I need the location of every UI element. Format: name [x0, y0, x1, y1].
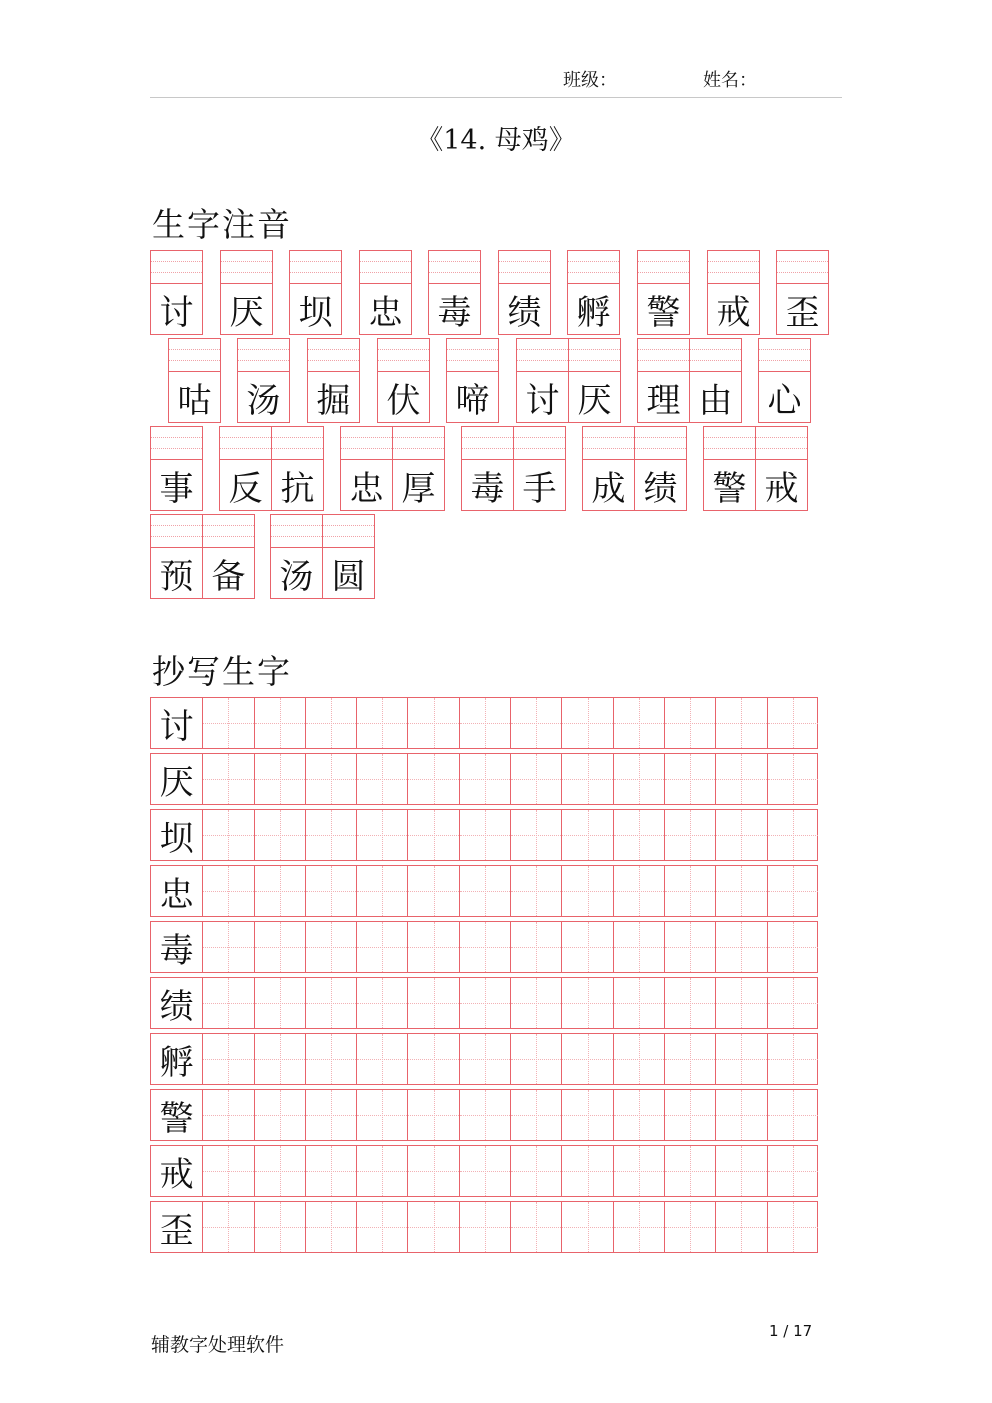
tianzige-cell[interactable]: [254, 978, 305, 1028]
tianzige-cell[interactable]: [715, 1090, 766, 1140]
pinyin-writing-line[interactable]: [568, 251, 619, 284]
header-divider: [150, 97, 842, 98]
tianzige-cell[interactable]: [510, 754, 561, 804]
tianzige-cell[interactable]: [407, 866, 458, 916]
copy-row: [150, 1201, 818, 1253]
tianzige-cell[interactable]: [202, 1146, 253, 1196]
pinyin-block: [582, 426, 687, 511]
tianzige-cell[interactable]: [767, 1090, 818, 1140]
tianzige-cell[interactable]: [356, 754, 407, 804]
pinyin-block: [150, 514, 255, 599]
tianzige-cell[interactable]: [356, 1202, 407, 1252]
tianzige-cell[interactable]: [305, 1034, 356, 1084]
tianzige-cell[interactable]: [664, 1090, 715, 1140]
tianzige-cell[interactable]: [613, 698, 664, 748]
tianzige-cell[interactable]: [407, 698, 458, 748]
model-character: 戒: [159, 1154, 194, 1195]
character-cell: [517, 339, 568, 422]
tianzige-cell[interactable]: [254, 1034, 305, 1084]
character-cell: [238, 339, 289, 422]
tianzige-cell[interactable]: [202, 1034, 253, 1084]
pinyin-block: [150, 426, 203, 511]
tianzige-cell[interactable]: [664, 866, 715, 916]
model-character: 歪: [159, 1210, 194, 1251]
hanzi-character: 厌: [229, 292, 264, 333]
tianzige-cell[interactable]: [561, 1034, 612, 1084]
tianzige-cell[interactable]: [202, 1090, 253, 1140]
hanzi-character: 由: [698, 380, 733, 421]
pinyin-block: [340, 426, 445, 511]
hanzi-character: 戒: [716, 292, 751, 333]
copy-row: [150, 1033, 818, 1085]
character-cell: [271, 515, 322, 598]
tianzige-cell[interactable]: [459, 1034, 510, 1084]
tianzige-cell[interactable]: [613, 754, 664, 804]
hanzi-character: 讨: [159, 292, 194, 333]
tianzige-cell[interactable]: [561, 754, 612, 804]
character-cell: [499, 251, 550, 334]
class-label: 班级：: [563, 70, 617, 91]
tianzige-cell[interactable]: [459, 1146, 510, 1196]
hanzi-character: 忠: [368, 292, 403, 333]
character-cell: [638, 251, 689, 334]
hanzi-character: 歪: [785, 292, 820, 333]
tianzige-cell[interactable]: [356, 1090, 407, 1140]
tianzige-cell[interactable]: [664, 698, 715, 748]
pinyin-writing-line[interactable]: [290, 251, 341, 284]
tianzige-cell[interactable]: [305, 922, 356, 972]
pinyin-block: [150, 250, 203, 335]
character-cell: [360, 251, 411, 334]
pinyin-writing-line[interactable]: [517, 339, 568, 372]
pinyin-writing-line[interactable]: [704, 427, 755, 460]
pinyin-writing-line[interactable]: [169, 339, 220, 372]
pinyin-writing-line[interactable]: [323, 515, 374, 548]
pinyin-block: [168, 338, 221, 423]
pinyin-writing-line[interactable]: [429, 251, 480, 284]
character-cell: [568, 251, 619, 334]
tianzige-cell[interactable]: [407, 1202, 458, 1252]
section-title-copy: 抄写生字: [152, 652, 292, 691]
tianzige-cell[interactable]: [510, 698, 561, 748]
pinyin-block: [289, 250, 342, 335]
pinyin-writing-line[interactable]: [638, 251, 689, 284]
section-title-pinyin: 生字注音: [152, 205, 292, 244]
tianzige-cell[interactable]: [510, 978, 561, 1028]
tianzige-cell[interactable]: [254, 810, 305, 860]
tianzige-cell[interactable]: [664, 1034, 715, 1084]
character-cell: [220, 427, 271, 510]
tianzige-cell[interactable]: [356, 1146, 407, 1196]
tianzige-cell[interactable]: [715, 810, 766, 860]
tianzige-cell[interactable]: [561, 1090, 612, 1140]
tianzige-cell[interactable]: [202, 978, 253, 1028]
hanzi-character: 孵: [576, 292, 611, 333]
model-character: 忠: [159, 874, 194, 915]
hanzi-character: 备: [211, 556, 246, 597]
character-cell: [378, 339, 429, 422]
model-character: 厌: [159, 762, 194, 803]
model-character: 坝: [159, 818, 194, 859]
pinyin-writing-line[interactable]: [759, 339, 810, 372]
character-cell: [392, 427, 444, 510]
tianzige-cell[interactable]: [715, 866, 766, 916]
pinyin-block: [377, 338, 430, 423]
pinyin-writing-line[interactable]: [690, 339, 741, 372]
tianzige-cell[interactable]: [767, 1202, 818, 1252]
hanzi-character: 反: [228, 468, 263, 509]
pinyin-writing-line[interactable]: [272, 427, 323, 460]
tianzige-cell[interactable]: [715, 754, 766, 804]
pinyin-block: [237, 338, 290, 423]
tianzige-cell[interactable]: [613, 1202, 664, 1252]
character-cell: [202, 515, 254, 598]
hanzi-character: 坝: [298, 292, 333, 333]
tianzige-cell[interactable]: [767, 922, 818, 972]
tianzige-cell[interactable]: [459, 1202, 510, 1252]
copy-row: [150, 977, 818, 1029]
tianzige-cell[interactable]: [715, 1146, 766, 1196]
tianzige-cell[interactable]: [767, 1146, 818, 1196]
hanzi-character: 厌: [577, 380, 612, 421]
character-cell: [759, 339, 810, 422]
hanzi-character: 毒: [470, 468, 505, 509]
pinyin-writing-line[interactable]: [638, 339, 689, 372]
pinyin-block: [428, 250, 481, 335]
tianzige-cell[interactable]: [356, 810, 407, 860]
copy-row: [150, 809, 818, 861]
hanzi-character: 圆: [331, 556, 366, 597]
character-cell: [583, 427, 634, 510]
tianzige-cell[interactable]: [305, 754, 356, 804]
pinyin-block: [220, 250, 273, 335]
tianzige-cell[interactable]: [459, 698, 510, 748]
hanzi-character: 警: [712, 468, 747, 509]
tianzige-cell[interactable]: [459, 922, 510, 972]
character-cell: [689, 339, 741, 422]
pinyin-writing-line[interactable]: [447, 339, 498, 372]
tianzige-cell[interactable]: [407, 754, 458, 804]
pinyin-block: [707, 250, 760, 335]
tianzige-cell[interactable]: [767, 866, 818, 916]
tianzige-cell[interactable]: [459, 866, 510, 916]
tianzige-cell[interactable]: [613, 922, 664, 972]
pinyin-writing-line[interactable]: [777, 251, 828, 284]
tianzige-cell[interactable]: [767, 978, 818, 1028]
tianzige-cell[interactable]: [407, 1090, 458, 1140]
character-cell: [151, 251, 202, 334]
hanzi-character: 绩: [643, 468, 678, 509]
pinyin-writing-line[interactable]: [756, 427, 807, 460]
tianzige-cell[interactable]: [356, 1034, 407, 1084]
tianzige-cell[interactable]: [767, 754, 818, 804]
tianzige-cell[interactable]: [254, 922, 305, 972]
character-cell: [271, 427, 323, 510]
tianzige-cell[interactable]: [613, 866, 664, 916]
character-cell: [447, 339, 498, 422]
tianzige-cell[interactable]: [356, 698, 407, 748]
tianzige-cell[interactable]: [510, 1090, 561, 1140]
tianzige-cell[interactable]: [305, 1202, 356, 1252]
copy-row: [150, 921, 818, 973]
tianzige-cell[interactable]: [407, 978, 458, 1028]
character-cell: [708, 251, 759, 334]
hanzi-character: 忠: [349, 468, 384, 509]
page-title: 《14. 母鸡》: [416, 125, 576, 156]
tianzige-cell[interactable]: [202, 1202, 253, 1252]
tianzige-cell[interactable]: [202, 922, 253, 972]
tianzige-cell[interactable]: [561, 922, 612, 972]
character-cell: [290, 251, 341, 334]
pinyin-writing-line[interactable]: [341, 427, 392, 460]
tianzige-cell[interactable]: [715, 698, 766, 748]
tianzige-cell[interactable]: [407, 810, 458, 860]
model-character: 绩: [159, 986, 194, 1027]
hanzi-character: 毒: [437, 292, 472, 333]
pinyin-block: [446, 338, 499, 423]
pinyin-writing-line[interactable]: [271, 515, 322, 548]
character-cell: [221, 251, 272, 334]
pinyin-writing-line[interactable]: [635, 427, 686, 460]
pinyin-block: [703, 426, 808, 511]
tianzige-cell[interactable]: [202, 754, 253, 804]
pinyin-writing-line[interactable]: [569, 339, 620, 372]
tianzige-cell[interactable]: [510, 1202, 561, 1252]
pinyin-writing-line[interactable]: [221, 251, 272, 284]
copy-row: [150, 1145, 818, 1197]
tianzige-cell[interactable]: [715, 978, 766, 1028]
tianzige-cell[interactable]: [561, 1146, 612, 1196]
tianzige-cell[interactable]: [664, 978, 715, 1028]
tianzige-cell[interactable]: [254, 1146, 305, 1196]
tianzige-cell[interactable]: [254, 1202, 305, 1252]
hanzi-character: 厚: [401, 468, 436, 509]
pinyin-writing-line[interactable]: [378, 339, 429, 372]
tianzige-cell[interactable]: [305, 1090, 356, 1140]
pinyin-block: [637, 250, 690, 335]
hanzi-character: 咕: [177, 380, 212, 421]
tianzige-cell[interactable]: [510, 1034, 561, 1084]
hanzi-character: 理: [646, 380, 681, 421]
hanzi-character: 事: [159, 468, 194, 509]
tianzige-cell[interactable]: [767, 698, 818, 748]
tianzige-cell[interactable]: [510, 1146, 561, 1196]
tianzige-cell[interactable]: [613, 978, 664, 1028]
tianzige-cell[interactable]: [613, 1146, 664, 1196]
tianzige-cell[interactable]: [664, 1202, 715, 1252]
tianzige-cell[interactable]: [715, 1034, 766, 1084]
character-cell: [308, 339, 359, 422]
tianzige-cell[interactable]: [664, 810, 715, 860]
tianzige-cell[interactable]: [561, 810, 612, 860]
pinyin-writing-line[interactable]: [238, 339, 289, 372]
tianzige-cell[interactable]: [202, 866, 253, 916]
character-cell: [151, 427, 202, 510]
character-cell: [462, 427, 513, 510]
tianzige-cell[interactable]: [407, 1146, 458, 1196]
tianzige-cell[interactable]: [561, 1202, 612, 1252]
pinyin-writing-line[interactable]: [360, 251, 411, 284]
tianzige-cell[interactable]: [356, 978, 407, 1028]
pinyin-writing-line[interactable]: [393, 427, 444, 460]
character-cell: [513, 427, 565, 510]
tianzige-cell[interactable]: [561, 698, 612, 748]
tianzige-cell[interactable]: [510, 866, 561, 916]
character-cell: [755, 427, 807, 510]
pinyin-writing-line[interactable]: [220, 427, 271, 460]
tianzige-cell[interactable]: [305, 810, 356, 860]
tianzige-cell[interactable]: [305, 978, 356, 1028]
hanzi-character: 绩: [507, 292, 542, 333]
tianzige-cell[interactable]: [459, 978, 510, 1028]
pinyin-block: [498, 250, 551, 335]
name-label: 姓名：: [703, 70, 757, 91]
tianzige-cell[interactable]: [767, 810, 818, 860]
tianzige-cell[interactable]: [254, 1090, 305, 1140]
character-cell: [568, 339, 620, 422]
page-number: 1 / 17: [769, 1322, 813, 1340]
tianzige-cell[interactable]: [613, 810, 664, 860]
hanzi-character: 啼: [455, 380, 490, 421]
tianzige-cell[interactable]: [459, 1090, 510, 1140]
hanzi-character: 心: [767, 380, 802, 421]
character-cell: [322, 515, 374, 598]
character-cell: [169, 339, 220, 422]
tianzige-cell[interactable]: [767, 1034, 818, 1084]
pinyin-writing-line[interactable]: [203, 515, 254, 548]
tianzige-cell[interactable]: [715, 1202, 766, 1252]
model-character: 孵: [159, 1042, 194, 1083]
hanzi-character: 讨: [525, 380, 560, 421]
tianzige-cell[interactable]: [407, 922, 458, 972]
tianzige-cell[interactable]: [254, 698, 305, 748]
tianzige-cell[interactable]: [305, 698, 356, 748]
pinyin-writing-line[interactable]: [151, 427, 202, 460]
model-character: 毒: [159, 930, 194, 971]
tianzige-cell[interactable]: [664, 922, 715, 972]
hanzi-character: 成: [591, 468, 626, 509]
copy-row: [150, 865, 818, 917]
character-cell: [341, 427, 392, 510]
tianzige-cell[interactable]: [459, 754, 510, 804]
tianzige-cell[interactable]: [613, 1090, 664, 1140]
tianzige-cell[interactable]: [510, 922, 561, 972]
hanzi-character: 预: [159, 556, 194, 597]
pinyin-block: [637, 338, 742, 423]
pinyin-block: [567, 250, 620, 335]
copy-row: [150, 697, 818, 749]
tianzige-cell[interactable]: [202, 698, 253, 748]
pinyin-writing-line[interactable]: [308, 339, 359, 372]
character-cell: [777, 251, 828, 334]
tianzige-cell[interactable]: [613, 1034, 664, 1084]
pinyin-writing-line[interactable]: [499, 251, 550, 284]
character-cell: [634, 427, 686, 510]
copy-row: [150, 753, 818, 805]
tianzige-cell[interactable]: [407, 1034, 458, 1084]
pinyin-writing-line[interactable]: [583, 427, 634, 460]
pinyin-writing-line[interactable]: [462, 427, 513, 460]
tianzige-cell[interactable]: [356, 866, 407, 916]
tianzige-cell[interactable]: [305, 866, 356, 916]
tianzige-cell[interactable]: [561, 978, 612, 1028]
pinyin-block: [219, 426, 324, 511]
pinyin-writing-line[interactable]: [151, 515, 202, 548]
character-cell: [638, 339, 689, 422]
tianzige-cell[interactable]: [305, 1146, 356, 1196]
pinyin-writing-line[interactable]: [708, 251, 759, 284]
copy-row: [150, 1089, 818, 1141]
pinyin-block: [270, 514, 375, 599]
pinyin-block: [359, 250, 412, 335]
hanzi-character: 戒: [764, 468, 799, 509]
tianzige-cell[interactable]: [459, 810, 510, 860]
character-cell: [704, 427, 755, 510]
hanzi-character: 警: [646, 292, 681, 333]
tianzige-cell[interactable]: [510, 810, 561, 860]
pinyin-block: [307, 338, 360, 423]
tianzige-cell[interactable]: [664, 754, 715, 804]
hanzi-character: 掘: [316, 380, 351, 421]
model-character: 讨: [159, 706, 194, 747]
hanzi-character: 汤: [246, 380, 281, 421]
footer-software-name: 辅教字处理软件: [151, 1334, 285, 1356]
model-character: 警: [159, 1098, 194, 1139]
pinyin-block: [776, 250, 829, 335]
tianzige-cell[interactable]: [254, 754, 305, 804]
hanzi-character: 抗: [280, 468, 315, 509]
character-cell: [429, 251, 480, 334]
tianzige-cell[interactable]: [202, 810, 253, 860]
pinyin-block: [758, 338, 811, 423]
hanzi-character: 手: [522, 468, 557, 509]
pinyin-block: [516, 338, 621, 423]
tianzige-cell[interactable]: [356, 922, 407, 972]
character-cell: [151, 515, 202, 598]
pinyin-block: [461, 426, 566, 511]
pinyin-writing-line[interactable]: [151, 251, 202, 284]
hanzi-character: 汤: [279, 556, 314, 597]
tianzige-cell[interactable]: [715, 922, 766, 972]
tianzige-cell[interactable]: [254, 866, 305, 916]
tianzige-cell[interactable]: [561, 866, 612, 916]
tianzige-cell[interactable]: [664, 1146, 715, 1196]
pinyin-writing-line[interactable]: [514, 427, 565, 460]
hanzi-character: 伏: [386, 380, 421, 421]
